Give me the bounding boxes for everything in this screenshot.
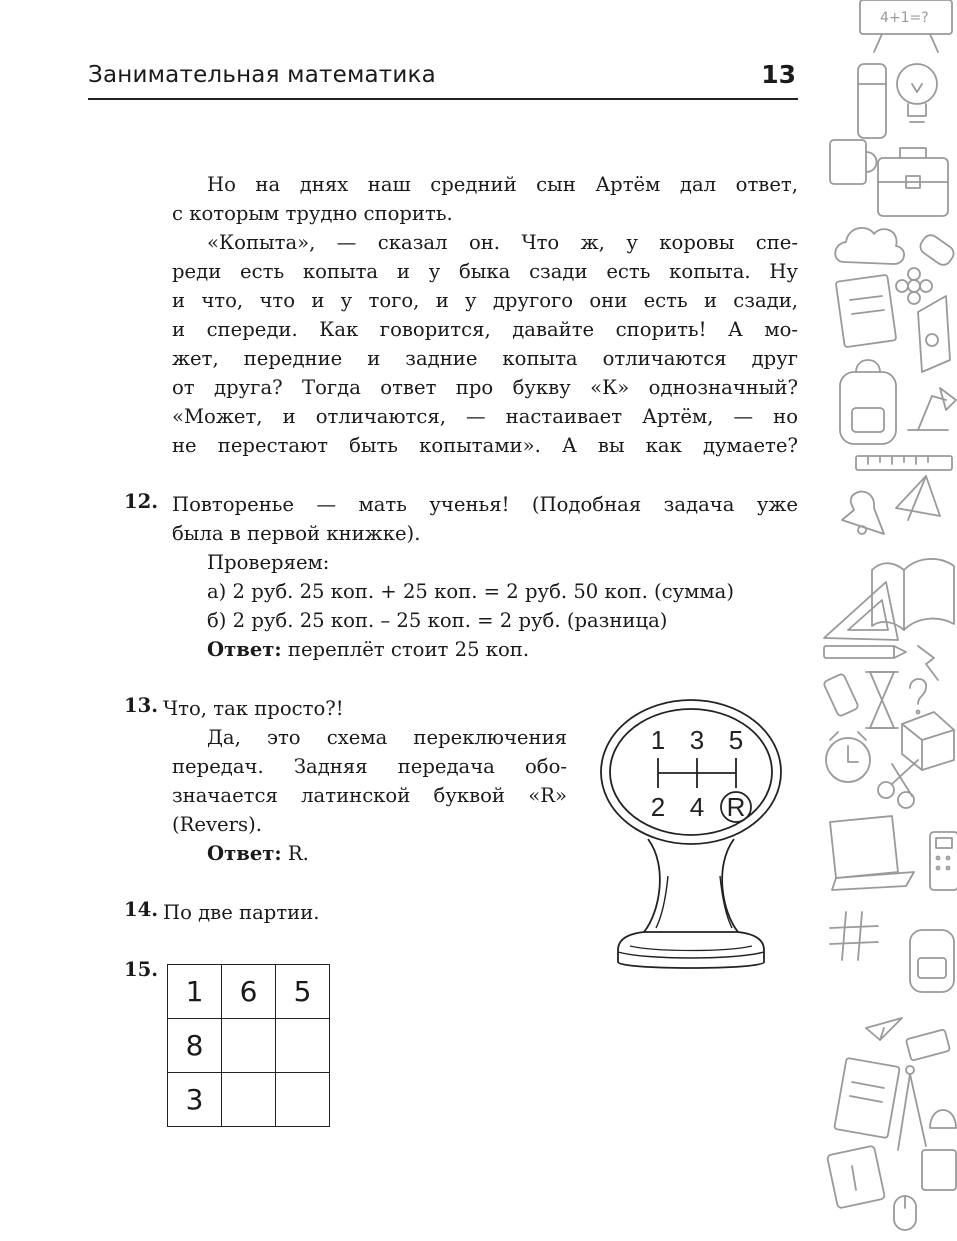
check-label: Проверяем: [207,551,330,574]
task-14 [163,898,563,927]
task-number: 12. [124,490,159,513]
number-grid [167,964,330,1127]
gear-label: 4 [689,792,705,822]
exercise-book-icon [834,1058,900,1138]
flower-icon [896,268,932,304]
grid-cell: 6 [222,965,276,1019]
calendar-icon [827,1146,885,1209]
alarm-clock-icon [826,732,870,782]
knob-outer [601,700,781,844]
task-12 [172,490,798,664]
grid-row [168,1019,330,1073]
pushpin-icon [918,646,938,680]
tic-tac-toe-icon [830,912,878,960]
geometry-triangle-icon [896,476,940,520]
pencil-icon [824,646,906,658]
grid-cell: 8 [168,1019,222,1073]
gear-label: 1 [650,725,666,755]
computer-mouse-icon [894,1196,916,1230]
text-line: и спереди. Как говорится, давайте спорить! А мо- [172,318,798,341]
text-line: не перестают быть копытами». А вы как думаете? [172,434,798,457]
paper-plane-icon [866,1018,902,1040]
compass-icon [898,1066,926,1150]
task-13 [172,723,567,868]
answer-label: Ответ: [207,842,282,865]
stem [644,839,738,932]
laptop-icon [830,816,914,890]
eraser-icon [917,232,956,268]
marker-icon [858,64,886,138]
mug-icon [830,140,877,184]
easel-board-icon [860,0,952,52]
task-number: 14. [124,898,159,921]
grid-cell [222,1073,276,1127]
check-line-a: а) 2 руб. 25 коп. + 25 коп. = 2 руб. 50 коп. (сумма) [207,580,734,603]
school-doodles-border [822,0,957,1241]
answer-value: R. [281,842,309,865]
scroll-icon [918,296,950,372]
text-line: Да, это схема переключения [207,726,567,749]
gear-shift-illustration [596,696,786,986]
text-line: и что, что и у того, и у другого они есть и сзади, [172,289,798,312]
lightbulb-icon [897,64,937,122]
text-line: передач. Задняя передача обо- [172,755,567,778]
page-number: 13 [761,60,796,89]
cloud-icon [835,228,904,264]
grid-cell [276,1073,330,1127]
hourglass-icon [866,672,898,728]
answer-line [172,635,798,664]
text-line: реди есть копыта и у быка сзади есть копыта. Ну [172,260,798,283]
school-bag-icon [910,930,954,992]
protractor-icon [930,1110,956,1128]
answer-line [172,839,567,868]
grid-cell: 3 [168,1073,222,1127]
briefcase-icon [878,148,948,216]
desk-lamp-icon [908,388,956,430]
ruler-icon [856,456,952,470]
task-number: 13. [124,694,159,717]
text-line: По две партии. [163,901,320,924]
text-line: «Может, и отличаются, — настаивает Артём, — но [172,405,798,428]
backpack-icon [840,360,896,444]
answer-label: Ответ: [207,638,282,661]
gear-label: 2 [650,792,666,822]
text-line: Но на днях наш средний сын Артём дал ответ, [207,173,798,196]
notebook-icon [836,275,897,348]
answer-value: переплёт стоит 25 коп. [281,638,530,661]
task-number: 15. [124,958,159,981]
grid-cell: 1 [168,965,222,1019]
grid-row [168,965,330,1019]
text-line: от друга? Тогда ответ про букву «К» однозначный? [172,376,798,399]
intro-paragraph [172,170,798,460]
calculator-icon [930,832,957,890]
gear-label: 5 [728,725,744,755]
text-line: жет, передние и задние копыта отличаются друг [172,347,798,370]
gear-label: 3 [689,725,705,755]
task-13-first [163,694,583,723]
text-line: Что, так просто?! [163,697,344,720]
running-title: Занимательная математика [88,62,436,88]
text-line: с которым трудно спорить. [172,202,453,225]
board-text: 4+1=? [880,10,929,26]
text-line: была в первой книжке). [172,522,421,545]
set-square-icon [824,582,898,640]
gear-label-reverse: R [726,792,746,822]
grid-row [168,1073,330,1127]
grid-cell [222,1019,276,1073]
grid-cell: 5 [276,965,330,1019]
grid-cell [276,1019,330,1073]
text-line: (Revers). [172,813,262,836]
open-book-icon [872,559,954,630]
text-line: «Копыта», — сказал он. Что ж, у коровы спе- [207,231,798,254]
page-header [88,62,798,100]
eraser-block-icon [906,1029,950,1061]
formula-note-icon [922,1150,956,1190]
scissors-icon [878,760,918,808]
bell-icon [842,492,884,534]
glue-icon [823,673,859,717]
text-line: значается латинской буквой «R» [172,784,567,807]
cube-icon [902,712,954,770]
check-line-b: б) 2 руб. 25 коп. – 25 коп. = 2 руб. (разница) [207,609,668,632]
text-line: Повторенье — мать ученья! (Подобная задача уже [172,493,798,516]
question-mark-icon [910,679,926,714]
